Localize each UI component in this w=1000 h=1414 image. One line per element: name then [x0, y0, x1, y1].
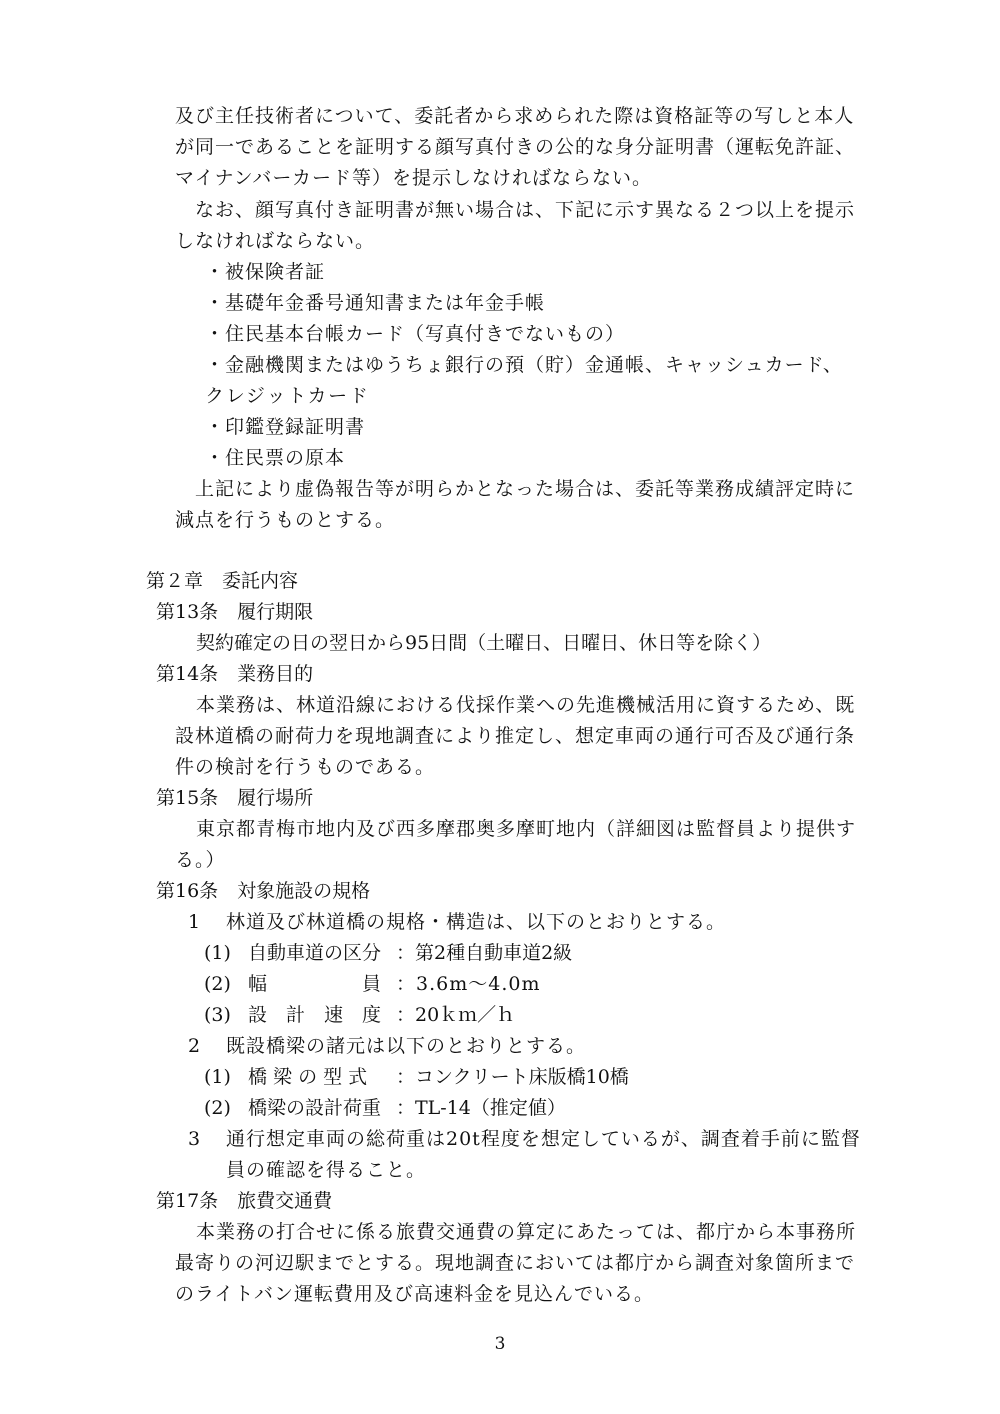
paragraph-line: 上記により虚偽報告等が明らかとなった場合は、委託等業務成績評定時に: [195, 478, 856, 500]
bullet-item: ・基礎年金番号通知書または年金手帳: [205, 292, 546, 314]
bullet-item: ・被保険者証: [205, 261, 326, 283]
spec-value: ：3.6m～4.0m: [396, 973, 541, 995]
spec-value: ：TL-14（推定値）: [396, 1097, 566, 1119]
article-heading: 第17条 旅費交通費: [156, 1190, 333, 1212]
spec-label: 自動車道の区分: [248, 942, 382, 964]
page-number: 3: [494, 1334, 506, 1354]
item-number: 2: [188, 1035, 201, 1057]
article-body-line: 東京都青梅市地内及び西多摩郡奥多摩町地内（詳細図は監督員より提供す: [196, 818, 857, 840]
article-body-line: 本業務の打合せに係る旅費交通費の算定にあたっては、都庁から本事務所: [196, 1221, 857, 1243]
spec-number: (1): [204, 1066, 231, 1088]
article-body-line: 設林道橋の耐荷力を現地調査により推定し、想定車両の通行可否及び通行条: [175, 725, 856, 747]
bullet-item: ・住民票の原本: [205, 447, 346, 469]
bullet-item: ・住民基本台帳カード（写真付きでないもの）: [205, 323, 626, 345]
article-body-line: 件の検討を行うものである。: [175, 756, 436, 778]
item-text-continuation: 員の確認を得ること。: [226, 1159, 427, 1181]
article-heading: 第15条 履行場所: [156, 787, 314, 809]
spec-label: 設 計 速 度: [248, 1004, 382, 1026]
paragraph-line: なお、顔写真付き証明書が無い場合は、下記に示す異なる２つ以上を提示: [195, 199, 856, 221]
item-text: 林道及び林道橋の規格・構造は、以下のとおりとする。: [226, 911, 727, 933]
spec-label: 橋梁の設計荷重: [248, 1097, 382, 1119]
item-text: 通行想定車両の総荷重は20t程度を想定しているが、調査着手前に監督: [226, 1128, 861, 1150]
spec-value: ：コンクリート床版橋10橋: [396, 1066, 629, 1088]
article-heading: 第14条 業務目的: [156, 663, 314, 685]
paragraph-line: が同一であることを証明する顔写真付きの公的な身分証明書（運転免許証、: [175, 136, 856, 158]
chapter-heading: 第２章 委託内容: [146, 570, 299, 592]
spec-number: (1): [204, 942, 231, 964]
spec-label: 幅 員: [248, 973, 382, 995]
paragraph-line: 及び主任技術者について、委託者から求められた際は資格証等の写しと本人: [175, 105, 855, 127]
bullet-item: ・印鑑登録証明書: [205, 416, 366, 438]
article-body: 契約確定の日の翌日から95日間（土曜日、日曜日、休日等を除く）: [196, 632, 772, 654]
spec-number: (2): [204, 973, 231, 995]
paragraph-line: しなければならない。: [175, 230, 376, 252]
bullet-item-continuation: クレジットカード: [205, 385, 370, 407]
bullet-item: ・金融機関またはゆうちょ銀行の預（貯）金通帳、キャッシュカード、: [205, 354, 843, 376]
spec-value: ：第2種自動車道2級: [396, 942, 573, 964]
article-body-line: る。）: [175, 849, 226, 871]
item-number: 3: [188, 1128, 201, 1150]
article-heading: 第16条 対象施設の規格: [156, 880, 371, 902]
article-body-line: 最寄りの河辺駅までとする。現地調査においては都庁から調査対象箇所まで: [175, 1252, 856, 1274]
item-number: 1: [188, 911, 201, 933]
paragraph-line: マイナンバーカード等）を提示しなければならない。: [175, 167, 652, 189]
article-body-line: 本業務は、林道沿線における伐採作業への先進機械活用に資するため、既: [196, 694, 856, 716]
article-heading: 第13条 履行期限: [156, 601, 314, 623]
spec-label: 橋 梁 の 型 式: [248, 1066, 368, 1088]
item-text: 既設橋梁の諸元は以下のとおりとする。: [226, 1035, 587, 1057]
paragraph-line: 減点を行うものとする。: [175, 509, 396, 531]
article-body-line: のライトバン運転費用及び高速料金を見込んでいる。: [175, 1283, 655, 1305]
spec-number: (2): [204, 1097, 231, 1119]
spec-value: ：20ｋｍ／ｈ: [396, 1004, 516, 1026]
spec-number: (3): [204, 1004, 231, 1026]
